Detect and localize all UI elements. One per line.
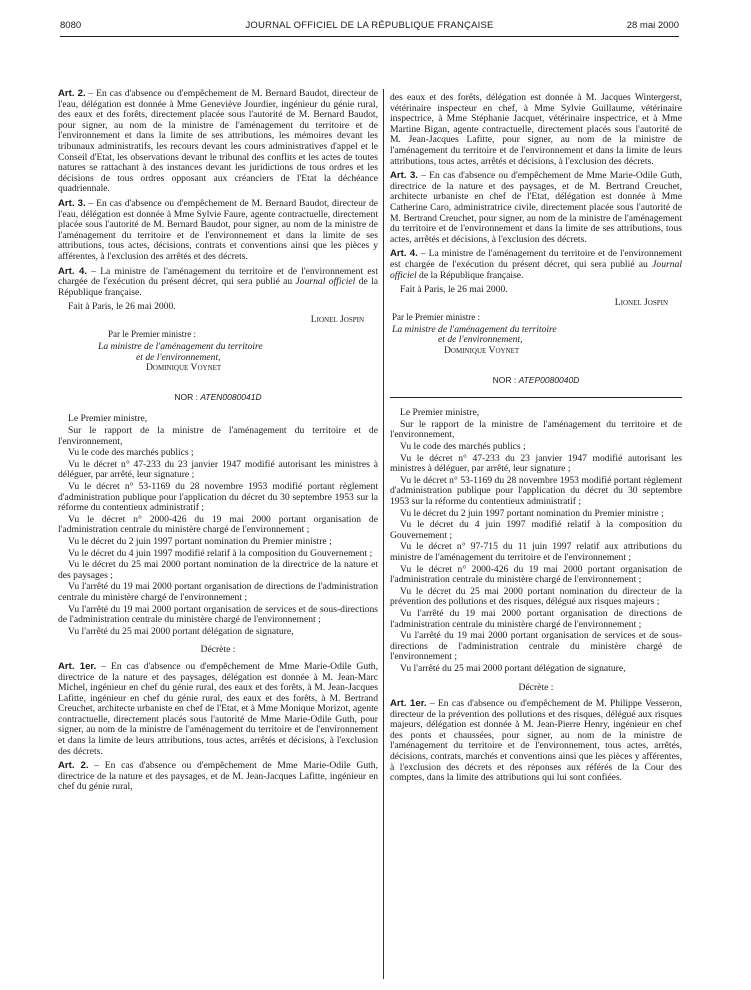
vu-item: Vu le décret n° 97-715 du 11 juin 1997 relatif aux attributions du ministre de l'aménagement du territoire et de l'environnement ; bbox=[390, 541, 682, 563]
article-number: Art. 3. bbox=[390, 170, 418, 182]
article-text: – En cas d'absence ou d'empêchement de Mme Marie-Odile Guth, directrice de la nature et des paysages, et de M. Bertrand Creuchet, architecte urbaniste en chef de l'Etat, délégation est donnée à Mme Catherine Caro, administratrice civile, directement placée sous l'autorité de M. Bertrand Creuchet, pour signer, au nom de la ministre de l'aménagement du territoire et de l'environnement et dans la limite de ses attributions, tous actes, arrêtés et décisions, à l'exclusion des décrets. bbox=[390, 170, 682, 245]
signer-name: Lionel Jospin bbox=[310, 313, 364, 325]
article-number: Art. 4. bbox=[390, 248, 418, 260]
article-text: – En cas d'absence ou d'empêchement de Mme Marie-Odile Guth, directrice de la nature et des paysages, et de M. Jean-Jacques Lafitte, ingénieur en chef du génie rural, bbox=[58, 760, 378, 793]
vu-item: Vu le décret du 25 mai 2000 portant nomination de la directrice de la nature et des paysages ; bbox=[58, 559, 378, 581]
vu-item: Vu l'arrêté du 19 mai 2000 portant organisation de directions de l'administration centrale du ministère chargé de l'environnement ; bbox=[58, 581, 378, 603]
vu-list bbox=[390, 442, 682, 674]
vu-item: Vu le décret n° 53-1169 du 28 novembre 1953 modifié portant règlement d'administration publique pour l'application du décret du 30 septembre 1953 sur la réforme du contentieux administratif ; bbox=[58, 481, 378, 514]
article-2 bbox=[58, 89, 378, 195]
vu-item: Vu le décret n° 47-233 du 23 janvier 1947 modifié autorisant les ministres à déléguer, par arrêté, leur signature ; bbox=[58, 458, 378, 481]
article-text: – En cas d'absence ou d'empêchement de M. Bernard Baudot, directeur de l'eau, délégation est donnée à Mme Sylvie Faure, agente contractuelle, directement placée sous l'autorité de M. Bernard Baudot, pour signer, au nom de la ministre de l'aménagement du territoire et de l'environnement et dans la limite de ses attributions, tous actes, décisions, contrats et conventions ainsi que les pièces y afférentes, à l'exclusion des arrêtés et des décrets. bbox=[58, 197, 378, 262]
intro-line: Le Premier ministre, bbox=[400, 407, 480, 419]
article-number: Art. 2. bbox=[58, 88, 86, 99]
page-header bbox=[60, 20, 679, 34]
fait-line: Fait à Paris, le 26 mai 2000. bbox=[68, 301, 176, 313]
article-number: Art. 1er. bbox=[58, 660, 97, 672]
vu-item: Vu l'arrêté du 19 mai 2000 portant organisation de services et de sous-directions de l'administration centrale du ministère chargé de l'environnement ; bbox=[390, 630, 682, 663]
journal-title: JOURNAL OFFICIEL DE LA RÉPUBLIQUE FRANÇAISE bbox=[245, 20, 494, 31]
vu-item: Vu le décret du 4 juin 1997 modifié relatif à la composition du Gouvernement ; bbox=[390, 519, 682, 541]
article-text: – En cas d'absence ou d'empêchement de M. Philippe Vesseron, directeur de la prévention des pollutions et des risques, délégué aux risques majeurs, délégation est donnée à M. Jean-Pierre Henry, ingénieur en chef des ponts et chaussées, pour signer, au nom de la ministre de l'aménagement du territoire et de l'environnement, tous actes, arrêtés, décisions, contrats, marchés et conventions ainsi que les pièces y afférentes, à l'exclusion des décrets et des réponses aux référés de la Cour des comptes, dans la limite des attributions qui lui sont confiées. bbox=[390, 698, 682, 784]
article-4 bbox=[390, 249, 682, 281]
continuation-text: des eaux et des forêts, délégation est donnée à M. Jacques Wintergerst, vétérinaire inspecteur en chef, à Mme Sylvie Guillaume, vétérinaire inspectrice, à Mme Stéphanie Jacquet, vétérinaire inspectrice, et à Mme Martine Bigan, agente contractuelle, directement placés sous l'autorité de M. Jean-Jacques Lafitte, pour signer, au nom de la ministre de l'aménagement du territoire et de l'environnement et dans la limite de leurs attributions, tous actes, arrêtés et décisions, à l'exclusion des décrets. bbox=[390, 92, 682, 167]
decrete-heading: Décrète : bbox=[518, 681, 554, 693]
par-line: Par le Premier ministre : bbox=[108, 329, 196, 340]
right-column bbox=[390, 93, 682, 788]
article-3 bbox=[58, 199, 378, 263]
vu-item: Vu l'arrêté du 19 mai 2000 portant organisation de directions de l'administration centrale du ministère chargé de l'environnement ; bbox=[390, 607, 682, 630]
article-number: Art. 2. bbox=[58, 760, 89, 772]
header-rule bbox=[60, 36, 679, 37]
section-rule bbox=[390, 397, 682, 398]
left-column bbox=[58, 89, 378, 797]
article-text: – La ministre de l'aménagement du territoire et de l'environnement est chargée de l'exécution du présent décret, qui sera publié au bbox=[390, 248, 682, 270]
minister-title-cont: et de l'environnement, bbox=[438, 334, 523, 346]
journal-name: Journal officiel bbox=[390, 258, 682, 281]
fait-line: Fait à Paris, le 26 mai 2000. bbox=[400, 284, 508, 296]
article-number: Art. 3. bbox=[58, 197, 86, 209]
page-number: 8080 bbox=[60, 20, 82, 31]
minister-title: La ministre de l'aménagement du territoire bbox=[98, 341, 263, 353]
nor-reference: NOR : ATEP0080040D bbox=[492, 374, 580, 385]
vu-item: Vu le code des marchés publics ; bbox=[400, 441, 526, 453]
vu-item: Vu le décret du 4 juin 1997 modifié relatif à la composition du Gouvernement ; bbox=[68, 547, 373, 559]
vu-item: Vu l'arrêté du 25 mai 2000 portant délégation de signature, bbox=[68, 625, 294, 637]
minister-title-cont: et de l'environnement, bbox=[136, 351, 221, 363]
article-text: de la République française. bbox=[58, 276, 378, 298]
vu-item: Vu le décret n° 2000-426 du 19 mai 2000 portant organisation de l'administration centrale du ministère chargé de l'environnement ; bbox=[390, 563, 682, 586]
minister-name: Dominique Voynet bbox=[444, 345, 520, 357]
vu-item: Vu le décret du 25 mai 2000 portant nomination du directeur de la prévention des pollutions et des risques, délégué aux risques majeurs ; bbox=[390, 585, 682, 608]
vu-item: Vu le code des marchés publics ; bbox=[68, 447, 194, 459]
decrete-heading: Décrète : bbox=[200, 644, 236, 656]
signer-name: Lionel Jospin bbox=[614, 296, 668, 308]
intro-line: Sur le rapport de la ministre de l'aménagement du territoire et de l'environnement, bbox=[390, 418, 682, 441]
journal-name: Journal officiel bbox=[295, 276, 356, 288]
issue-date: 28 mai 2000 bbox=[626, 20, 679, 31]
article-4 bbox=[58, 267, 378, 299]
nor-reference: NOR : ATEN0080041D bbox=[174, 391, 262, 402]
vu-item: Vu le décret n° 47-233 du 23 janvier 1947 modifié autorisant les ministres à déléguer, par arrêté, leur signature ; bbox=[390, 452, 682, 475]
vu-item: Vu le décret du 2 juin 1997 portant nomination du Premier ministre ; bbox=[400, 507, 664, 519]
intro-line: Sur le rapport de la ministre de l'aménagement du territoire et de l'environnement, bbox=[58, 425, 378, 447]
article-1 bbox=[58, 662, 378, 757]
article-3 bbox=[390, 171, 682, 245]
vu-item: Vu le décret du 2 juin 1997 portant nomination du Premier ministre ; bbox=[68, 535, 332, 547]
article-text: – La ministre de l'aménagement du territoire et de l'environnement est chargée de l'exécution du présent décret, qui sera publié au bbox=[58, 265, 378, 288]
article-text: – En cas d'absence ou d'empêchement de Mme Marie-Odile Guth, directrice de la nature et des paysages, délégation est donnée à M. Jean-Marc Michel, ingénieur en chef du génie rural, des eaux et des forêts, à M. Jean-Jacques Lafitte, ingénieur en chef du génie rural, des eaux et des forêts, à M. Bertrand Creuchet, architecte urbaniste en chef de l'Etat, et à Mme Monique Morizot, agente contractuelle, directement placés sous l'autorité de Mme Marie-Odile Guth, pour signer, au nom de la ministre de l'aménagement du territoire et de l'environnement et dans la limite de leurs attributions, tous actes, arrêtés et décisions, à l'exclusion des décrets. bbox=[58, 660, 378, 757]
article-1 bbox=[390, 699, 682, 784]
article-number: Art. 4. bbox=[58, 265, 87, 277]
vu-item: Vu le décret n° 2000-426 du 19 mai 2000 portant organisation de l'administration centrale du ministère chargé de l'environnement ; bbox=[58, 513, 378, 536]
article-number: Art. 1er. bbox=[390, 698, 427, 710]
intro-line: Le Premier ministre, bbox=[68, 413, 148, 425]
minister-title: La ministre de l'aménagement du territoire bbox=[392, 323, 557, 335]
article-text: – En cas d'absence ou d'empêchement de M. Bernard Baudot, directeur de l'eau, délégation est donnée à Mme Geneviève Jourdier, ingénieur du génie rural, des eaux et des forêts, directement placée sous l'autorité de M. Bernard Baudot, pour signer, au nom de la ministre de l'aménagement du territoire et de l'environnement et dans la limite de ses attributions, les mémoires devant les tribunaux administratifs, les recours devant les cours administratives d'appel et le Conseil d'Etat, les observations devant le tribunal des conflits et les actes de toutes natures se rattachant à des instances devant les juridictions de tous ordres et les décisions de tous ordres opposant aux créanciers de l'Etat la déchéance quadriennale. bbox=[58, 88, 378, 195]
minister-name: Dominique Voynet bbox=[146, 362, 222, 374]
par-line: Par le Premier ministre : bbox=[392, 312, 480, 323]
vu-item: Vu le décret n° 53-1169 du 28 novembre 1953 modifié portant règlement d'administration publique pour l'application du décret du 30 septembre 1953 sur la réforme du contentieux administratif ; bbox=[390, 474, 682, 507]
article-2b bbox=[58, 761, 378, 793]
vu-item: Vu l'arrêté du 25 mai 2000 portant délégation de signature, bbox=[400, 662, 626, 674]
column-divider bbox=[383, 89, 384, 979]
vu-item: Vu l'arrêté du 19 mai 2000 portant organisation de services et de sous-directions de l'administration centrale du ministère chargé de l'environnement ; bbox=[58, 603, 378, 626]
vu-list bbox=[58, 448, 378, 637]
article-text: de la République française. bbox=[416, 269, 524, 281]
